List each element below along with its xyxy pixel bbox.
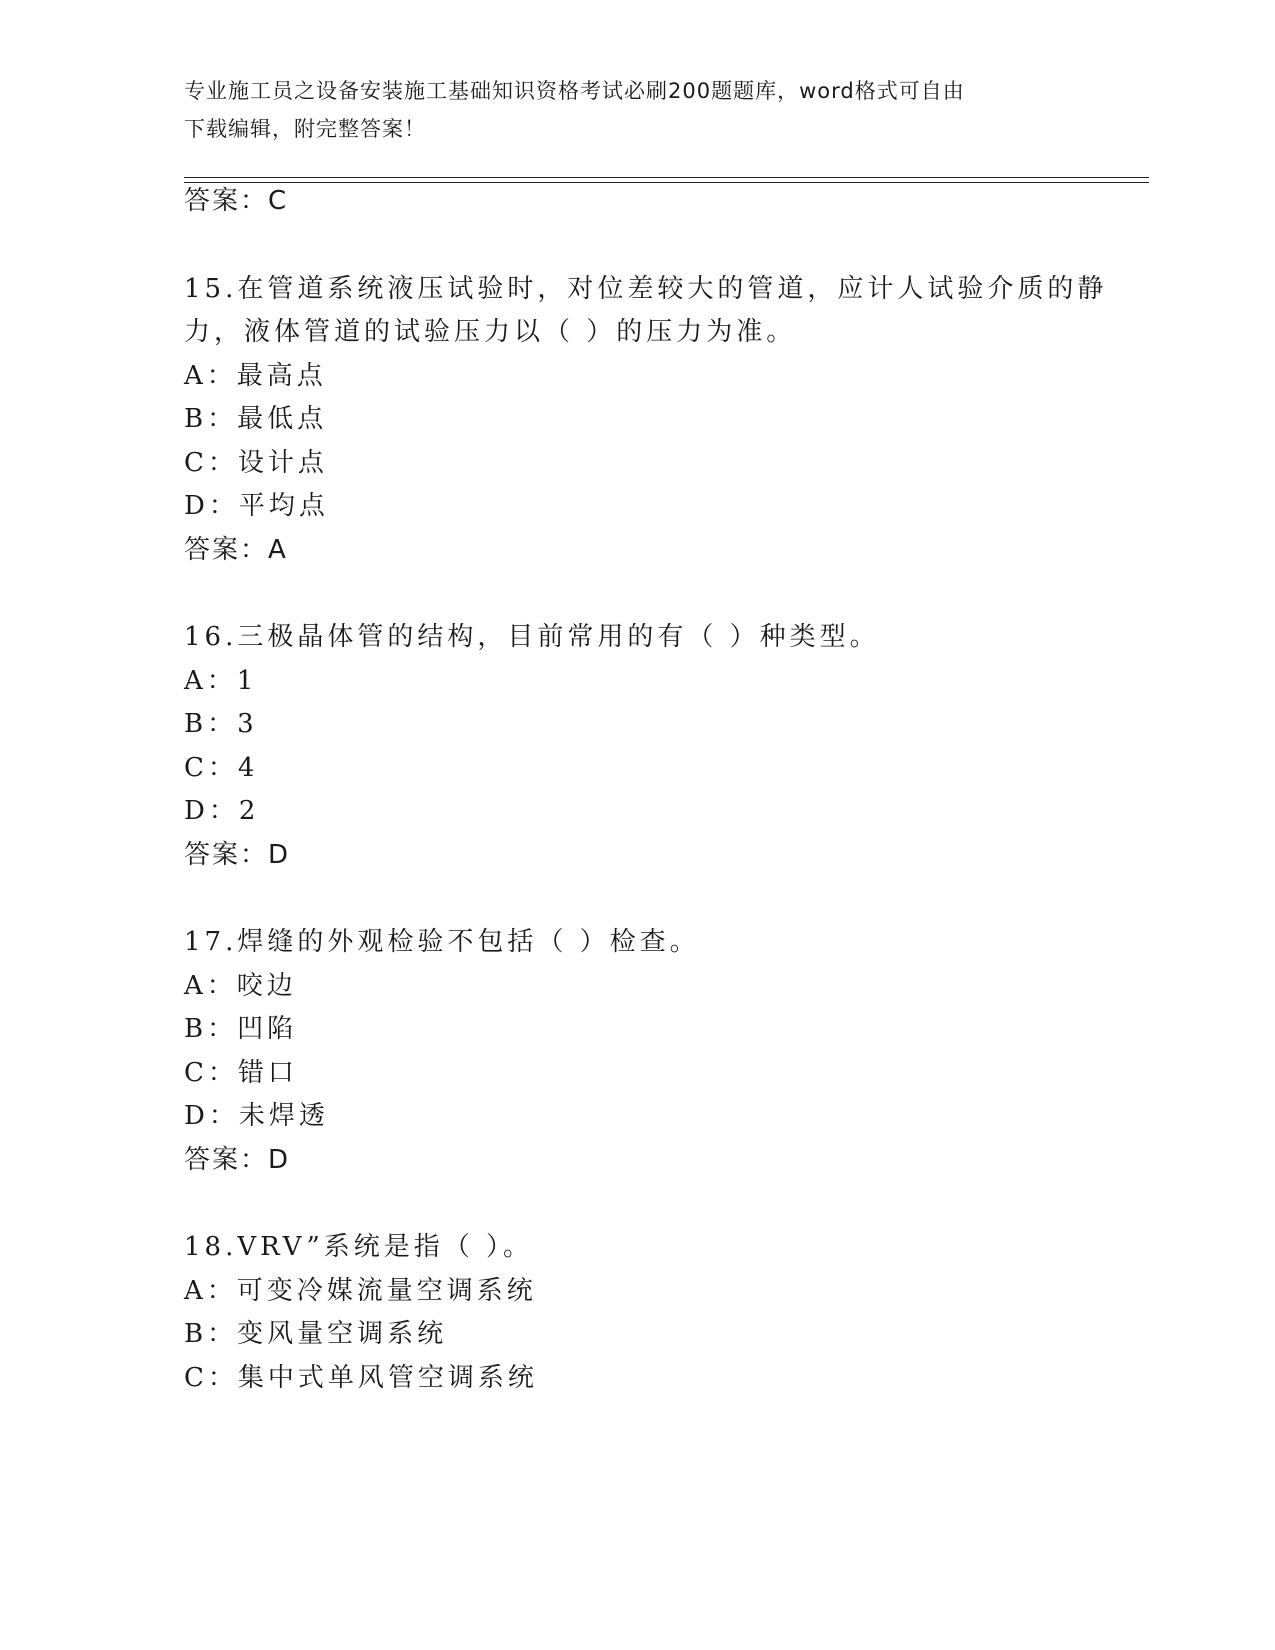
option-b: B：凹陷 bbox=[184, 1014, 298, 1044]
question-text: 16.三极晶体管的结构，目前常用的有（ ）种类型。 bbox=[184, 622, 880, 652]
option-b: B：变风量空调系统 bbox=[184, 1319, 448, 1349]
answer-line: 答案：D bbox=[184, 1145, 291, 1175]
option-a: A：可变冷媒流量空调系统 bbox=[184, 1276, 537, 1306]
option-c: C：集中式单风管空调系统 bbox=[184, 1363, 538, 1393]
header-line-1: 专业施工员之设备安装施工基础知识资格考试必刷200题题库，word格式可自由 bbox=[184, 79, 965, 103]
option-c: C：设计点 bbox=[184, 448, 328, 478]
answer-line: 答案：C bbox=[184, 186, 289, 216]
option-d: D：2 bbox=[184, 796, 260, 826]
question-text: 力，液体管道的试验压力以（ ）的压力为准。 bbox=[184, 317, 797, 347]
option-c: C：4 bbox=[184, 753, 259, 783]
header-divider-bottom bbox=[184, 182, 1149, 183]
option-b: B：最低点 bbox=[184, 404, 328, 434]
document-header bbox=[184, 72, 1084, 148]
question-text: 18.VRV”系统是指（ ）。 bbox=[184, 1232, 534, 1262]
option-d: D：平均点 bbox=[184, 491, 329, 521]
question-text: 17.焊缝的外观检验不包括（ ）检查。 bbox=[184, 927, 700, 957]
option-c: C：错口 bbox=[184, 1058, 298, 1088]
answer-line: 答案：A bbox=[184, 535, 288, 565]
option-a: A：最高点 bbox=[184, 361, 327, 391]
option-b: B：3 bbox=[184, 709, 258, 739]
option-a: A：咬边 bbox=[184, 971, 297, 1001]
header-divider-top bbox=[184, 177, 1149, 178]
header-line-2: 下载编辑，附完整答案！ bbox=[184, 117, 426, 141]
question-text: 15.在管道系统液压试验时，对位差较大的管道，应计人试验介质的静 bbox=[184, 274, 1108, 304]
option-d: D：未焊透 bbox=[184, 1101, 329, 1131]
option-a: A：1 bbox=[184, 666, 258, 696]
answer-line: 答案：D bbox=[184, 840, 291, 870]
